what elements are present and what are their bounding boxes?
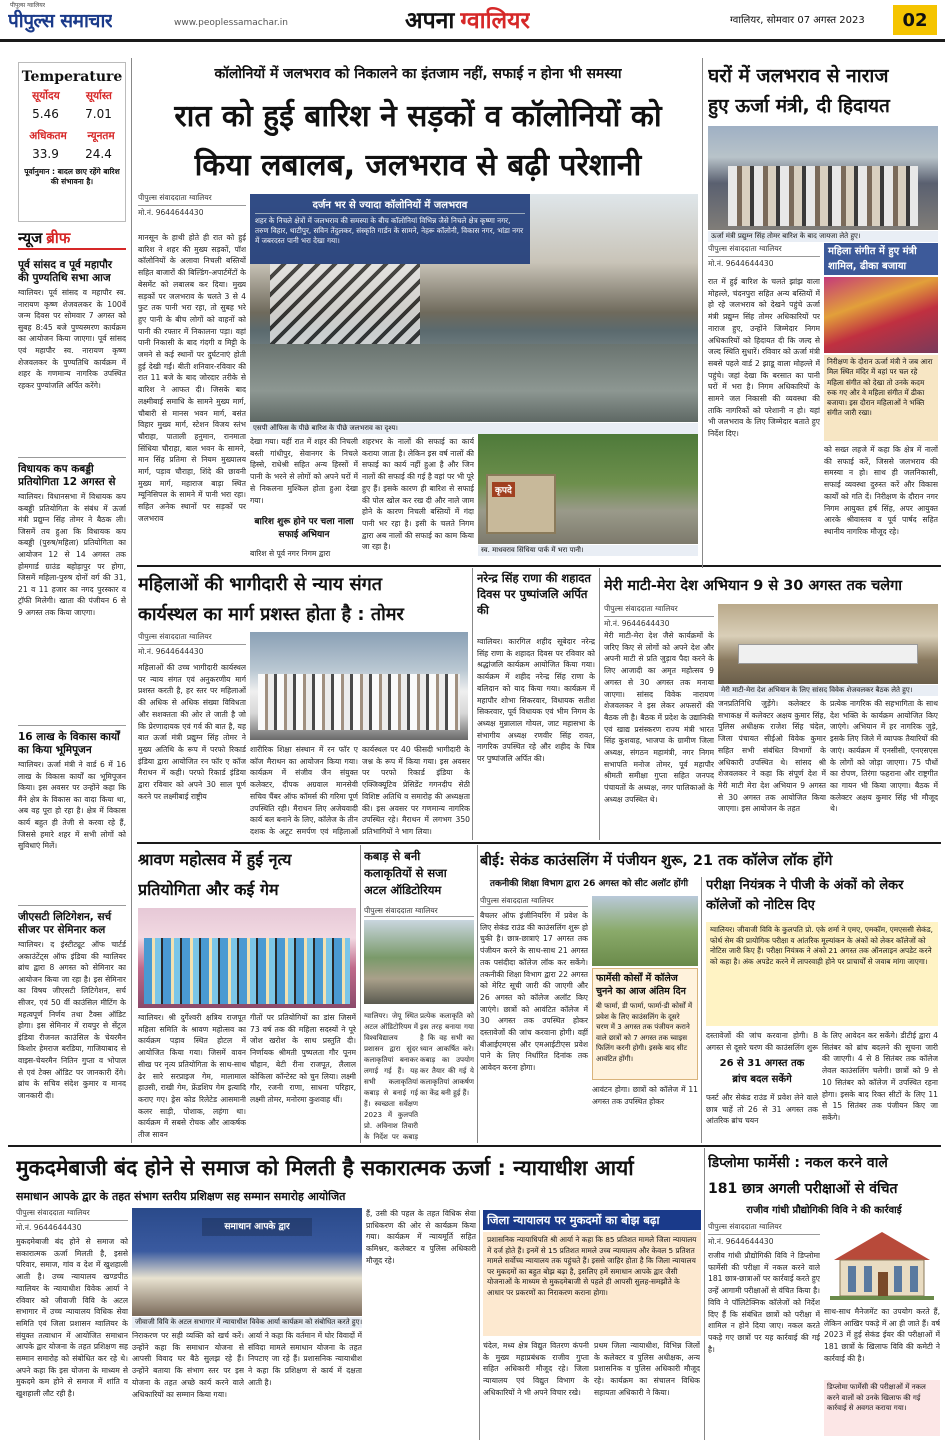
minister-byline-block bbox=[708, 244, 820, 274]
college-illustration bbox=[824, 1222, 940, 1304]
lead-body-2: देखा गया। यहीं रात में शहर की निचली बस्ती गांधीपुर, सेवानगर के निचले हिस्से, राधेश्री सहित अन्य हिस्सों में पानी के भरने से लोगों को अपने घरों में से निकलना मुश्किल होता हुआ देखा गया। bbox=[250, 437, 358, 505]
marathon-group bbox=[258, 674, 460, 730]
min-temp-value: 24.4 bbox=[85, 147, 112, 161]
brief-headline: जीएसटी लिटिगेशन, सर्च सीजर पर सेमिनार कल bbox=[18, 911, 112, 936]
masthead bbox=[0, 0, 945, 42]
pharmacy-box-head: फार्मेसी कोर्सों में कॉलेज चुनने का आज अंतिम दिन bbox=[596, 973, 686, 997]
brief-headline: विधायक कप कबड्डी प्रतियोगिता 12 अगस्त से bbox=[18, 463, 116, 488]
column-divider bbox=[599, 568, 600, 840]
judge-body-4: हैं, उसी की पहल के तहत विधिक सेवा प्राधिकरण की ओर से कार्यक्रम किया गया। कार्यक्रम में न्यायमूर्ति सहित कमिश्नर, कलेक्टर व पुलिस अधिकारी मौजूद रहे। bbox=[366, 1209, 476, 1265]
column-divider bbox=[704, 1148, 705, 1440]
lead-byline: पीपुल्स संवाददाता ग्वालियर bbox=[138, 193, 246, 206]
branch-change-head-2: ब्रांच बदल सकेंगे bbox=[732, 1074, 792, 1085]
shravan-group bbox=[144, 938, 350, 1004]
shravan-headline-2: प्रतियोगिता और कई गेम bbox=[138, 880, 279, 899]
small-tag: पीपुल्स ग्वालियर bbox=[10, 2, 46, 9]
atal-body-1: ग्वालियर। जेयू स्थित अटल ऑडिटोरियम में विश्वविद्यालय प्रशासन द्वारा सुंदर कलाकृतियां बनाकर लगाई गई हैं। यह सभी कलाकृतियां कबाड़ से बनाई गई हैं। स्वच्छता सर्वेक्षण 2023 में कुलपति प्रो. अविनाश तिवारी के निर्देश पर कबाड़ bbox=[364, 1011, 418, 1141]
photo-overlay-title: दर्जन भर से ज्यादा कॉलोनियों में जलभराव bbox=[255, 197, 525, 214]
brief-item bbox=[18, 457, 126, 725]
brief-body: ग्वालियर। विधानसभा में विधायक कप कबड्डी प्रतियोगिता के संबंध में ऊर्जा मंत्री प्रद्युम्न सिंह तोमर ने बैठक ली। जिसमें तय हुआ कि विधायक कप कबड्डी (पुरुष/महिला) प्रतियोगिता का आयोजन 12 से 14 अगस्त तक होमगार्ड ग्राउंड बहोड़ापुर पर होगा, जिसमें महिला-पुरुष दोनों वर्ग की 31, 21 व 11 हजार का नगद पुरस्कार व ट्रॉफी मिलेगी। खाता की पंजीयन 6 से 9 अगस्त तक किया जाएगा। bbox=[18, 492, 126, 617]
news-brief-label-a: न्यूज bbox=[18, 229, 43, 247]
lead-byline-block bbox=[138, 193, 246, 233]
brief-headline: 16 लाख के विकास कार्यों का किया भूमिपूजन bbox=[18, 731, 120, 756]
judge-headline: मुकदमेबाजी बंद होने से समाज को मिलती है सकारात्मक ऊर्जा : न्यायाधीश आर्या bbox=[16, 1156, 634, 1180]
paper-name: पीपुल्स समाचार bbox=[8, 10, 113, 32]
website[interactable]: www.peoplessamachar.in bbox=[174, 18, 288, 28]
minister-photo-caption: ऊर्जा मंत्री प्रद्युम्न सिंह तोमर बारिश के बाद जायजा लेते हुए। bbox=[708, 231, 938, 242]
column-divider bbox=[701, 877, 702, 1143]
page-number: 02 bbox=[893, 5, 937, 35]
women-headline-1: महिलाओं की भागीदारी से न्याय संगत bbox=[138, 574, 383, 595]
shravan-photo bbox=[138, 908, 356, 1008]
section-divider bbox=[137, 842, 941, 844]
diploma-headline-2: 181 छात्र अगली परीक्षाओं से वंचित bbox=[708, 1181, 898, 1197]
women-body-3: कार्यस्थल पर 40 फीसदी भागीदारी के जश्न के रूप में किया गया। इस अवसर पर परफो रिकार्ड इंडिया के एक्जिक्यूटिव प्रेसिडेंट गगनदीप सेठी विशिष्ट अतिथि व समारोह की अध्यक्षता की। इस अवसर पर गणमान्य नागरिक उपस्थित रहे। मैराथन में लगभग 350 प्रतिभागियों ने भाग लिया। bbox=[362, 745, 470, 836]
photo-building bbox=[270, 264, 420, 354]
exam-body-2: दस्तावेजों की जांच करवाना होगी। 8 अगस्त से दूसरे चरण की काउंसलिंग शुरू bbox=[706, 1031, 818, 1052]
lead-body-4: शहरभर के नालों की सफाई का कार्य कराया जाता है। लेकिन इस वर्ष नालों की सफाई का कार्य नहीं हुआ है और जिन नालों की सफाई की गई है वहां पर भी पूरे हुए हैं। इसके कारण ही बारिश से सफाई की पोल खोल कर रख दी और नाले जाम होने के कारण निचली बस्तियों में गंदा पानी भर रहा है। इसी के चलते निगम द्वारा अब नालों की सफाई का काम किया जा रहा है। bbox=[362, 437, 474, 552]
judge-byline: पीपुल्स संवाददाता ग्वालियर bbox=[16, 1208, 128, 1221]
be-byline: पीपुल्स संवाददाता ग्वालियर bbox=[480, 896, 588, 907]
judge-phone: मो.नं. 9644644430 bbox=[16, 1223, 82, 1232]
news-brief-label-b: ब्रीफ bbox=[46, 229, 71, 247]
rana-body: ग्वालियर। कारगिल शहीद सूबेदार नरेन्द्र सिंह राणा के शहादत दिवस पर रविवार को श्रद्धांजलि कार्यक्रम आयोजित किया गया। कार्यक्रम में शहीद नरेन्द्र सिंह राणा के बलिदान को याद किया गया। कार्यक्रम में महापौर शोभा सिकरवार, विधायक सतीश सिकरवार, पूर्व विधायक एवं भीम निगम के अध्यक्ष मुन्नालाल गोयल, जाट महासभा के संभागीय अध्यक्ष रणवीर सिंह रावत, नागरिक उपस्थित रहे और शहीद के चित्र पर पुष्पांजलि अर्पित की। bbox=[477, 637, 595, 764]
section-divider bbox=[703, 565, 941, 567]
court-box: प्रशासनिक न्यायाधिपति श्री आर्या ने कहा कि 85 प्रतिशत मामले जिला न्यायालय में दर्ज होते हैं। इनमें से 15 प्रतिशत मामले उच्च न्यायालय और केवल 5 प्रतिशत मामले सर्वोच्च न्यायालय तक पहुंचते हैं। इससे जाहिर होता है कि जिला न्यायालय पर मुकदमों का बहुत बोझ बढ़ा है, इसलिए हमें समाधान आपके द्वार जैसी योजनाओं के माध्यम से मुकदमेबाजी से पहले ही आपसी सुलह-समझौते के आधार पर प्रकरणों का निराकरण कराना होगा। bbox=[483, 1232, 701, 1336]
minister-side-body: को सख्त लहजे में कहा कि क्षेत्र में नालों की सफाई करें, जिससे जलभराव की समस्या न हो। साथ ही जलनिकासी, सफाई व्यवस्था दुरुस्त करें और विकास कार्यों को गति दें। निरीक्षण के दौरान नगर निगम आयुक्त हर्ष सिंह, अपर आयुक्त आरके श्रीवास्तव व पूर्व पार्षद सहित स्थानीय नागरिक मौजूद रहे। bbox=[824, 445, 938, 536]
exam-notice-box: ग्वालियर। जीवाजी विवि के कुलपति प्रो. एके शर्मा ने एमए, एमकॉम, एमएससी सेकंड, फोर्थ सेम की प्रायोगिक परीक्षा व आंतरिक मूल्यांकन के अंकों को लेकर कॉलेजों को नोटिस जारी किए हैं। परीक्षा नियंत्रक ने अंको 21 अगस्त तक ऑनलाइन अपडेट करने को कहा है। अंक अपडेट करने में लापरवाही होने पर प्राचार्यों से जवाब मांगा जाएगा। bbox=[706, 922, 938, 1026]
meri-mati-phone: मो.नं. 9644644430 bbox=[604, 619, 670, 628]
judge-photo bbox=[132, 1208, 362, 1316]
section-divider bbox=[8, 1145, 941, 1147]
atal-headline-2: कलाकृतियों से सजा bbox=[364, 866, 447, 880]
meri-mati-body-3: प्रत्येक नागरिक की सहभागिता के साथ देश भक्ति के कार्यक्रम आयोजित किए जाएंगे। अभियान में हर नागरिक जुड़े, इसके लिए जिले में व्यापक तैयारियों की जाएं। कार्यक्रम में एनसीसी, एनएसएस के लोगों को जोड़ा जाएगा। 75 पौधों का रोपण, तिरंगा फहराना और राष्ट्रगीत का गायन भी किया जाएगा। बैठक में कलेक्टर अक्षय कुमार सिंह भी मौजूद थे। bbox=[830, 699, 938, 814]
college-building-icon bbox=[824, 1222, 940, 1304]
brief-item bbox=[18, 725, 126, 905]
atal-photo bbox=[364, 920, 474, 1004]
brief-item bbox=[18, 254, 126, 457]
max-temp-value: 33.9 bbox=[32, 147, 59, 161]
campus-photo bbox=[592, 896, 698, 966]
photo-overlay-text: शहर के निचले क्षेत्रों में जलभराव की समस्या के बीच कॉलोनियां विभिन्न जैसे निचले क्षेत्र कृष्णा नगर, तरुण विहार, थाटीपुर, सविन तेंदुलकर, संस्कृति गार्डन के सामने, नेहरू कॉलोनी, विकास नगर, भांडा नगर में जबरदस्त पानी भरा देखा गया। bbox=[255, 216, 524, 245]
shravan-headline-1: श्रावण महोत्सव में हुई नृत्य bbox=[138, 850, 292, 869]
exam-body-4: के लिए आवेदन कर सकेंगे। डीटीई द्वारा 4 सितंबर को ब्रांच बदलने की सूचना जारी की जाएगी। 4 से 8 सितंबर तक कॉलेज लेवल काउंसलिंग चलेगी। छात्रों को 9 से 10 सितंबर को कॉलेज में उपस्थित रहना होगा। इसके बाद रिक्त सीटों के लिए 11 से 15 सितंबर तक पंजीयन किए जा सकेंगे। bbox=[822, 1031, 938, 1122]
rana-headline: नरेन्द्र सिंह राणा की शहादत दिवस पर पुष्पांजलि अर्पित की bbox=[477, 571, 591, 617]
park-photo bbox=[478, 434, 698, 544]
diploma-caption: डिप्लोमा फार्मेसी की परीक्षाओं में नकल करने वालों को उनके खिलाफ की गई कार्रवाई से अवगत कराया गया। bbox=[824, 1380, 940, 1436]
meri-mati-body-2: जनप्रतिनिधि जुड़ेंगे। कलेक्टर के सभाकक्ष में कलेक्टर अक्षय कुमार सिंह, पुलिस अधीक्षक राजेश सिंह चंदेल, जिला पंचायत सीईओ विवेक कुमार सहित सभी संबंधित विभागों के अधिकारी उपस्थित थे। सांसद श्री शेजवलकर ने कहा कि संपूर्ण देश में मेरी माटी मेरा देश अभियान 9 अगस्त से 30 अगस्त तक आयोजित किया जाएगा। इस आयोजन के तहत bbox=[718, 699, 826, 814]
exam-headline: परीक्षा नियंत्रक ने पीजी के अंकों को लेकर कॉलेजों को नोटिस दिए bbox=[706, 878, 904, 913]
section-title bbox=[405, 2, 530, 36]
minister-headline-2: हुए ऊर्जा मंत्री, दी हिदायत bbox=[708, 95, 890, 117]
lead-kicker: कॉलोनियों में जलभराव को निकालने का इंतजाम नहीं, सफाई न होना भी समस्या bbox=[214, 66, 622, 82]
diploma-headline-1: डिप्लोमा फार्मेसी : नकल करने वाले bbox=[708, 1155, 888, 1171]
be-body-1: बैचलर ऑफ इंजीनियरिंग में प्रवेश के लिए सेकंड राउंड की काउंसलिंग शुरू हो चुकी है। छात्र-छात्राएं 17 अगस्त तक पंजीयन करने के साथ-साथ 21 अगस्त तक पसंदीदा कॉलेज लॉक कर सकेंगे। तकनीकी शिक्षा विभाग द्वारा 22 अगस्त को मेरिट सूची जारी की जाएगी और 26 अगस्त को कॉलेज अलॉट किए जाएंगे। छात्रों को आवंटित कॉलेज में 30 अगस्त तक उपस्थित होकर दस्तावेजों की जांच करवाना होगी। वहीं बीआईएमएस और एमआईटीएस प्रवेश पाने के लिए निर्धारित दिनांक तक आवेदन करना होगा। bbox=[480, 911, 588, 1073]
atal-headline bbox=[364, 848, 474, 904]
temp-labels bbox=[19, 129, 125, 143]
event-banner: समाधान आपके द्वार bbox=[202, 1218, 312, 1236]
be-subhead: तकनीकी शिक्षा विभाग द्वारा 26 अगस्त को सीट अलॉट होंगी bbox=[489, 879, 689, 889]
sunrise-label: सूर्योदय bbox=[32, 90, 60, 102]
weather-heading: Temperature bbox=[21, 69, 123, 85]
diploma-subhead: राजीव गांधी प्रौद्योगिकी विवि ने की कार्रवाई bbox=[746, 1205, 902, 1216]
judge-subhead: समाधान आपके द्वार के तहत संभाग स्तरीय प्रशिक्षण सह सम्मान समारोह आयोजित bbox=[16, 1190, 346, 1203]
max-temp-label: अधिकतम bbox=[29, 130, 67, 142]
women-body-2: शारीरिक शिक्षा संस्थान में रन फॉर ए कॉज मैराथन का आयोजन किया गया। कार्यक्रम में संजीव जैन संयुक्त कलेक्टर, दीपक अग्रवाल मानसेवी सचिव चैंबर ऑफ कॉमर्स की गरिमा पूर्ण उपस्थिति रही। मैराथन लिए अजेयवादी कार्य बल बनाने के लिए, कॉलेज के तीन दशक के अटूट समर्पण एवं महिलाओं bbox=[250, 745, 358, 836]
diploma-byline: पीपुल्स संवाददाता ग्वालियर bbox=[708, 1222, 820, 1235]
pharmacy-box-body: बी फार्मा, डी फार्मा, फार्मा-डी कोर्सों में प्रवेश के लिए काउंसलिंग के दूसरे चरण में 3 अगस्त तक पंजीयन कराने वाले छात्रों को 7 अगस्त तक च्वाइस फिलिंग करनी होगी। इसके बाद सीट आवंटित होंगी। bbox=[596, 1001, 693, 1063]
meri-mati-byline-block bbox=[604, 604, 714, 630]
minister-side-head: महिला संगीत में हुए मंत्री शामिल, ढीका बजाया bbox=[824, 243, 938, 275]
meri-mati-photo bbox=[718, 604, 938, 684]
be-headline: बीई: सेकंड काउंसलिंग में पंजीयन शुरू, 21 तक कॉलेज लॉक होंगे bbox=[480, 853, 833, 869]
sunrise-value: 5.46 bbox=[32, 107, 59, 121]
column-divider bbox=[360, 845, 361, 1143]
women-byline-block bbox=[138, 632, 246, 662]
brief-headline: पूर्व सांसद व पूर्व महापौर की पुण्यतिथि सभा आज bbox=[18, 259, 113, 284]
gate-sign: कृपदे bbox=[492, 482, 515, 497]
meri-mati-headline: मेरी माटी-मेरा देश अभियान 9 से 30 अगस्त तक चलेगा bbox=[604, 578, 903, 594]
sunset-label: सूर्यास्त bbox=[85, 90, 112, 102]
meri-mati-byline: पीपुल्स संवाददाता ग्वालियर bbox=[604, 604, 714, 617]
meeting-table bbox=[738, 644, 918, 664]
crowd bbox=[728, 166, 918, 226]
minister-headline-1: घरों में जलभराव से नाराज bbox=[708, 65, 889, 87]
judge-photo-caption: जीवाजी विवि के अटल सभागार में न्यायाधीश विवेक आर्या कार्यक्रम को संबोधित करते हुए। bbox=[132, 1317, 362, 1328]
dateline: ग्वालियर, सोमवार 07 अगस्त 2023 bbox=[730, 15, 865, 26]
column-divider bbox=[702, 58, 703, 568]
women-body-1: महिलाओं की उच्च भागीदारी कार्यस्थल पर न्याय संगत एवं अनुकरणीय मार्ग प्रशस्त करती है, हर स्तर पर महिलाओं की अधिक से अधिक संख्या विविधता और सशक्तता की ओर ले जाती है जो कि प्रेरणादायक एवं गर्व की बात है, यह बात ऊर्जा मंत्री प्रद्युम्न सिंह तोमर ने मुख्य अतिथि के रूप में परफो रिकार्ड इंडिया द्वारा आयोजित रन फॉर ए कॉज मैराथन में कही। परफो रिकार्ड इंडिया द्वारा रविवार को अपने 30 साल पूर्ण करने पर लक्ष्मीबाई राष्ट्रीय bbox=[138, 663, 246, 801]
shravan-body-1: ग्वालियर। श्री दुर्गेश्वरी क्षत्रिय राजपूत महिला समिति के श्रावण महोत्सव का कार्यक्रम पड़ाव स्थित होटल में आयोजित किया गया। जिसमें वावन सीख पर नृत्य प्रतियोगिता के साथ-साथ ढेर सारे सरप्राइज गेम, मालामाल हाउसी, राखी गेम, फ्रेंडशिप गेम इत्यादि कराए गए। ड्रेस कोड रिलेटेड आसमानी कलर साड़ी, पोशाक, लहंगा था। कार्यक्रम में सबसे रोचक और आकर्षक तीज सावन bbox=[138, 1013, 246, 1140]
minister-byline: पीपुल्स संवाददाता ग्वालियर bbox=[708, 244, 820, 257]
lead-body-3: बारिश से पूर्व नगर निगम द्वारा bbox=[250, 549, 331, 558]
forecast: पूर्वानुमान : बादल छाए रहेंगे बारिश की संभावना है। bbox=[24, 167, 120, 186]
court-body-2: चंदेल, मध्य क्षेत्र विद्युत वितरण कंपनी के मुख्य महाप्रबंधक राजीव गुप्ता सहित अधिकारी मौजूद रहे। जिला न्यायालय एवं विद्युत विभाग के अधिकारियों ने भी अपने विचार रखे। bbox=[483, 1341, 589, 1397]
sun-values bbox=[19, 107, 125, 121]
judge-byline-block bbox=[16, 1208, 128, 1234]
atal-headline-3: अटल ऑडिटोरियम bbox=[364, 883, 442, 897]
court-body-3: प्रथम जिला न्यायाधीश, विभिन्न जिलों के कलेक्टर व पुलिस अधीक्षक, अन्य प्रशासनिक व पुलिस अधिकारी मौजूद रहे। कार्यक्रम का संचालन विधिक सहायता अधिकारी ने किया। bbox=[594, 1341, 700, 1397]
court-headline: जिला न्यायालय पर मुकदमों का बोझ बढ़ा bbox=[483, 1210, 701, 1230]
photo-overlay bbox=[250, 194, 530, 264]
diploma-byline-block bbox=[708, 1222, 820, 1248]
section-title-prefix: अपना bbox=[405, 8, 455, 34]
lead-photo-caption: एसपी ऑफिस के पीछे बारिश के पीछे जलभराव का दृश्य। bbox=[250, 423, 698, 434]
paper-logo bbox=[8, 7, 112, 33]
diploma-body-1: राजीव गांधी प्रौद्योगिकी विवि ने डिप्लोमा फार्मेसी की परीक्षा में नकल करने वाले 181 छात्र-छात्राओं पर कार्रवाई करते हुए उन्हें आगामी परीक्षाओं से वंचित किया है। विवि ने पॉलिटेक्निक कॉलेजों को निर्देश दिए हैं कि संबंधित छात्रों को परीक्षा में शामिल न होने दिया जाए। नकल करते पकड़े गए छात्रों पर यह कार्रवाई की गई है। bbox=[708, 1251, 820, 1354]
section-divider bbox=[137, 565, 702, 567]
column-divider bbox=[131, 58, 132, 1143]
minister-phone: मो.नं. 9644644430 bbox=[708, 259, 774, 268]
mahila-sangeet-photo bbox=[824, 277, 938, 353]
brief-body: ग्वालियर। पूर्व सांसद व महापौर स्व. नारायण कृष्ण शेजवलकर के 100वें जन्म दिवस पर सोमवार 7 अगस्त को सुबह 8:45 बजे पुण्यस्मरण कार्यक्रम का आयोजन किया जाएगा। पूर्व सांसद एवं महापौर स्व. नारायण कृष्ण शेजवलकर के पुण्यतिथि कार्यक्रम में शहर के गणमान्य नागरिक उपस्थित रहकर पुण्यांजलि अर्पित करेंगे। bbox=[18, 288, 126, 390]
lead-subhead: बारिश शुरू होने पर चला नाला सफाई अभियान bbox=[254, 517, 354, 540]
lead-body-1: मानसून के हाथी होते ही रात को हुई बारिश ने शहर की मुख्य सड़कों, पॉश कॉलोनियों के अलावा निचली बस्तियों सहित बाजारों की बिल्डिंग-अपार्टमेंटों के बेसमेंट को लबालब कर दिया। मुख्य सड़कों पर जलभराव के चलते 3 से 4 फुट तक पानी भरा रहा, तो सुबह भरे हुए पानी के बीच लोगों को वाहनों को पानी की रफ्तार में निकालना पड़ा। वहां पानी निकासी के बाद गंदगी व मिट्टी के जमने से कई स्थानों पर दुर्घटनाएं होती हुई देखी गईं। बीती शनिवार-रविवार की रात 11 बजे के बाद जोरदार तरीके से बारिश ने आफत दी। जिसके बाद लक्ष्मीबाई समाधि के सामने मुख्य मार्ग, चौबारी से मानस भवन मार्ग, बसंत विहार मुख्य मार्ग, स्टेशन विजय स्तंभ चौराहा, पाताली हनुमान, रानमाता सिंधिया चौराहा, बाल भवन के सामने, मान सिंह प्रतिमा से नियम मुख्यालय मार्ग, पड़ाव चौराहा, शिंदे की छावनी मुख्य मार्ग, महाराज बाड़ा स्थित म्यूनिसिपल के सामने में पानी भरा रहा। सहित अनेक स्थानों पर सड़कों पर जलभराव bbox=[138, 233, 246, 523]
min-temp-label: न्यूनतम bbox=[87, 130, 115, 142]
minister-photo bbox=[708, 126, 938, 230]
lead-headline-1: रात को हुई बारिश ने सड़कों व कॉलोनियों को bbox=[174, 99, 662, 134]
judge-body-3: आर्या ने कहा कि वर्तमान में घोर विवादों में संविदा मामले समाधान योजना के तहत निपटाए जा रहे हैं। प्रशासनिक न्यायाधीश ने कहा कि प्रशिक्षण से कार्य में दक्षता आती है। bbox=[248, 1331, 362, 1387]
column-divider bbox=[479, 1210, 480, 1440]
brief-body: ग्वालियर। द इंस्टीट्यूट ऑफ चार्टर्ड अकाउंटेंट्स ऑफ इंडिया की ग्वालियर ब्रांच द्वारा 8 अगस्त को सेमिनार का आयोजन किया जा रहा है। इस सेमिनार का विषय जीएसटी लिटिगेशन, सर्च सीजर, एवं 50 वीं काउंसिल मीटिंग के महत्वपूर्ण निर्णय तथा टैक्स ऑडिट होगा। इस सेमिनार में रायपुर से सेंट्रल इंडिया रीजनल काउंसिल के चेयरमैन किशोर हेमराज बरडिया, गाजियाबाद से वाइस-चेयरमैन नितिन गुप्ता व भोपाल से एवं टेक्स ऑडिट पर जानकारी देंगे। ब्रांच के सचिव संदेश कुमार व मानद जानकारी दी। bbox=[18, 940, 126, 1100]
column-divider bbox=[472, 568, 473, 840]
judge-body-2: निराकरण पर सही व्यक्ति को खर्च करें। उन्होंने कहा कि समाधान योजना से आपसी विवाद घर बैठे सुलझ रहे हैं। उन्होंने बताया कि संभाग स्तर पर इस योजना के तहत अच्छे कार्य करने वाले अधिकारियों का सम्मान किया गया। bbox=[132, 1331, 244, 1399]
temp-values bbox=[19, 147, 125, 161]
lead-headline-2: किया लबालब, जलभराव से बढ़ी परेशानी bbox=[194, 148, 642, 183]
lead-flood-photo bbox=[250, 194, 698, 422]
pharmacy-box bbox=[592, 968, 698, 1080]
photo-water bbox=[250, 344, 698, 422]
atal-headline-1: कबाड़ से बनी bbox=[364, 849, 421, 863]
judge-body-1: मुकदमेबाजी बंद होने से समाज को सकारात्मक ऊर्जा मिलती है, इससे परिवार, समाज, गांव व देश में खुशहाली आती है। उच्च न्यायालय खण्डपीठ ग्वालियर के न्यायाधीश विवेक आर्या ने रविवार को जीवाजी विवि के अटल सभागार में उच्च न्यायालय विधिक सेवा समिति एवं जिला प्रशासन ग्वालियर के संयुक्त तत्वाधान में आयोजित समाधान आपके द्वार योजना के तहत प्रशिक्षण सह सम्मान समारोह को संबोधित कर रहे थे। अपने कहा कि इस योजना के माध्यम से मुकदमे कम होने से समाज में शांति व खुशहाली लौट रही है। bbox=[16, 1237, 128, 1399]
women-byline: पीपुल्स संवाददाता ग्वालियर bbox=[138, 632, 246, 645]
women-headline-2: कार्यस्थल का मार्ग प्रशस्त होता है : तोमर bbox=[138, 604, 404, 625]
meri-mati-body-1: मेरी माटी-मेरा देश जैसे कार्यक्रमों के जरिए किए से लोगों को अपने देश और अपनी माटी से प्रति जुड़ाव पैदा करने के लिए आजादी का अमृत महोत्सव 9 अगस्त से 30 अगस्त तक मनाया जाएगा। सांसद विवेक नारायण शेजवलकर ने इस लेकर अफसरों की बैठक ली है। बैठक में प्रदेश के उद्यानिकी एवं खाद्य प्रसंस्करण राज्य मंत्री भारत सिंह कुशवाह, भाजपा के ग्रामीण जिला अध्यक्ष, संगठन महामंत्री, नगर निगम सभापति मनोज तोमर, पूर्व महापौर श्रीमती समीक्षा गुप्ता सहित जनपद पंचायतों के अध्यक्ष, नगर पालिकाओं के अध्यक्ष उपस्थित थे। bbox=[604, 631, 714, 804]
be-body-2: आवंटन होगा। छात्रों को कॉलेज में 11 अगस्त तक उपस्थित होकर bbox=[592, 1085, 698, 1106]
minister-body: रात में हुई बारिश के चलते झांझ वाला मोहल्ले, चंदनपुरा सहित अन्य बस्तियों में हो रहे जलभराव को देखने पहुंचे ऊर्जा मंत्री प्रद्युम्न सिंह तोमर अधिकारियों पर नाराज हुए, उन्होंने जिम्मेदार निगम अधिकारियों को हिदायत दी कि जल्द से जल्द स्थिति सुधारें। रविवार को ऊर्जा मंत्री सबसे पहले वार्ड 2 झाडू वाला मोहल्ले में पहुंचे। जहां देखा कि बरसात का पानी घरों में भरा है। निगम अधिकारियों के सामने जल निकासी की व्यवस्था की ताकि नागरिकों को परेशानी न हो। यहां भी जलभराव के लिए जिम्मेदार बताते हुए निर्देश दिए। bbox=[708, 277, 820, 439]
marathon-photo bbox=[250, 632, 468, 740]
branch-change-box bbox=[706, 1056, 818, 1090]
mahila-sangeet-caption: निरीक्षण के दौरान ऊर्जा मंत्री ने जब आरा मिल स्थित मंदिर में वहां पर चल रहे महिला संगीत को देखा तो उनके कदम रुक गए और वे महिला संगीत में ढीका बजाया। इस दौरान महिलाओं ने भक्ति संगीत जारी रखा। bbox=[824, 355, 938, 441]
section-title-city: ग्वालियर bbox=[460, 8, 530, 34]
weather-box bbox=[18, 62, 126, 222]
column-divider bbox=[477, 845, 478, 1143]
brief-body: ग्वालियर। ऊर्जा मंत्री ने वार्ड 6 में 16 लाख के विकास कार्यों का भूमिपूजन किया। इस अवसर पर उन्होंने कहा कि मैंने क्षेत्र के विकास का वादा किया था, अब वह पूरा हो रहा है। क्षेत्र में विकास कार्य बहुत ही तेजी से करवा रहे हैं, जिससे हमारे शहर में सभी लोगों को सुविधाएं मिलें। bbox=[18, 760, 126, 851]
shravan-body-2: गीतों पर प्रतियोगियों का डांस जिसमें 73 वर्ष तक की महिला सदस्यों ने पूरे जोश खरोश के साथ प्रस्तुति दी। निर्णायक श्रीमती पुष्पलता गौर पूनम चौहान, बेटी रीना राजपूत, लैलाल कोकिला कॉन्टेस्ट को चुन लिया। लक्ष्मी गौर, रजनी राणा, साधना परिहार, लक्ष्मी तोमर, मनोरमा कुशवाह थीं। bbox=[250, 1013, 356, 1104]
meri-mati-caption: मेरी माटी-मेरा देश अभियान के लिए सांसद विवेक शेजवलकर बैठक लेते हुए। bbox=[718, 685, 938, 696]
atal-body-2: प्रत्येक कलाकृति को इस तरह बनाया गया है कि वह सभी का ध्यान आकर्षित करे। कबाड़ का उपयोग कर तैयार की गई ये कलाकृतियां आकर्षण का केंद्र बनी हुई हैं। bbox=[420, 1011, 474, 1097]
sun-labels bbox=[19, 89, 125, 103]
park-photo-caption: स्व. माधवराव सिंधिया पार्क में भरा पानी। bbox=[478, 545, 698, 556]
women-phone: मो.नं. 9644644430 bbox=[138, 647, 204, 656]
branch-change-head-1: 26 से 31 अगस्त तक bbox=[719, 1058, 805, 1069]
news-brief-label bbox=[18, 228, 126, 250]
lead-phone: मो.नं. 9644644430 bbox=[138, 208, 204, 217]
diploma-phone: मो.नं. 9644644430 bbox=[708, 1237, 774, 1246]
diploma-body-2: साथ-साथ मैनेजमेंट का उपयोग करते हैं, लेकिन आखिर पकड़े में आ ही जाते हैं। वर्ष 2023 में हुई सेकंड ईयर की परीक्षाओं में 181 छात्रों के खिलाफ विवि की कमेटी ने कार्रवाई की है। bbox=[824, 1307, 940, 1363]
atal-byline: पीपुल्स संवाददाता ग्वालियर bbox=[364, 906, 474, 917]
sunset-value: 7.01 bbox=[85, 107, 112, 121]
exam-body-3: फर्स्ट और सेकंड राउंड में प्रवेश लेने वाले छात्र चाहें तो 26 से 31 अगस्त तक आंतरिक ब्रांच चयन bbox=[706, 1093, 818, 1126]
